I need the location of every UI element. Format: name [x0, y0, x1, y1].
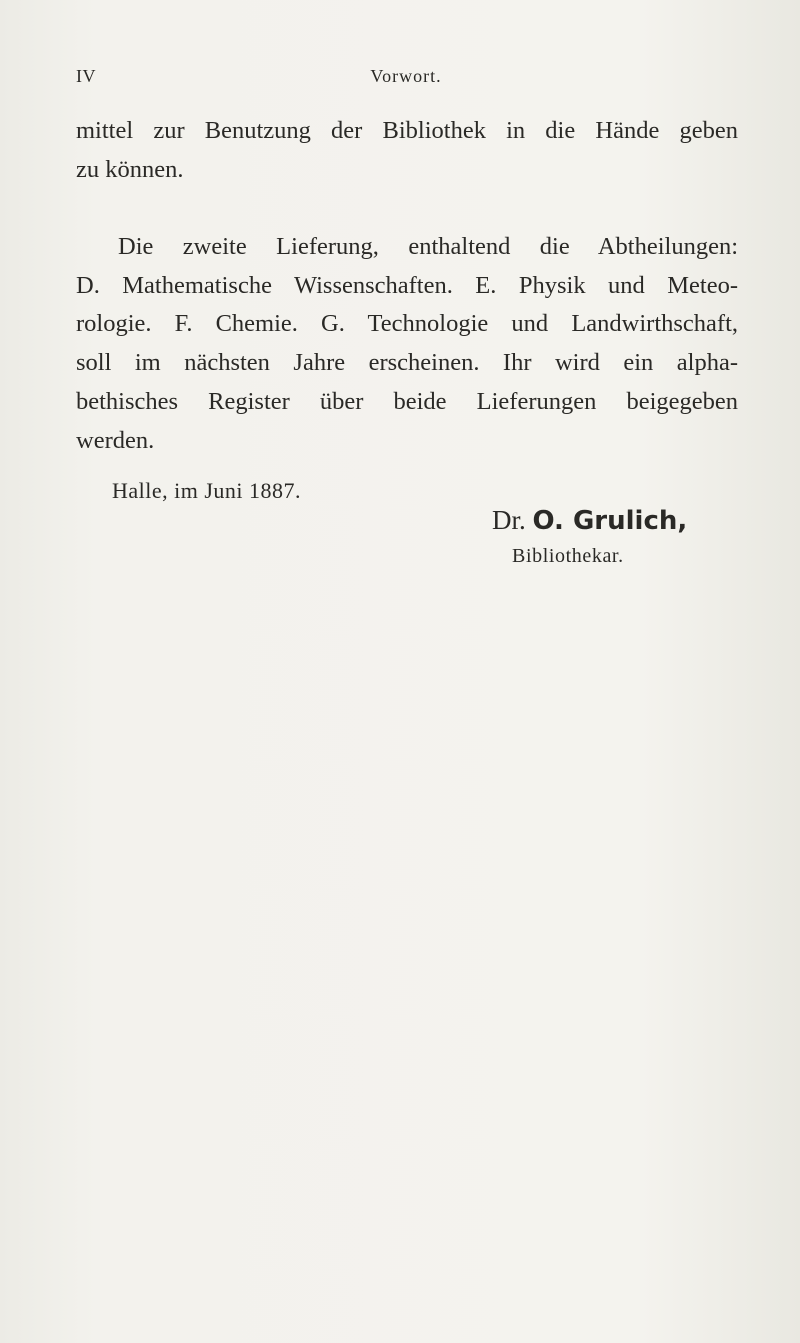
page-number: IV — [76, 66, 96, 86]
paragraph-1 — [76, 112, 738, 189]
running-head — [76, 66, 736, 96]
text-line: zu können. — [76, 155, 184, 183]
running-title: Vorwort. — [370, 66, 442, 86]
text-line: Die zweite Lieferung, enthaltend die Abtheilungen: — [118, 233, 738, 260]
text-line: bethisches Register über beide Lieferungen beigegeben — [76, 387, 738, 415]
text-line: soll im nächsten Jahre erscheinen. Ihr wird ein alpha- — [76, 349, 738, 377]
text-line: mittel zur Benutzung der Bibliothek in die Hände geben — [76, 117, 738, 144]
signature-role: Bibliothekar. — [512, 545, 624, 567]
text-line: rologie. F. Chemie. G. Technologie und Landwirthschaft, — [76, 310, 738, 338]
signature — [492, 505, 687, 536]
text-line: D. Mathematische Wissenschaften. E. Physik und Meteo- — [76, 271, 738, 299]
signature-title: Dr. — [492, 505, 533, 535]
place-date: Halle, im Juni 1887. — [112, 478, 302, 503]
text-line: werden. — [76, 426, 155, 454]
paragraph-2 — [76, 228, 738, 460]
signature-name: O. Grulich, — [532, 506, 688, 536]
